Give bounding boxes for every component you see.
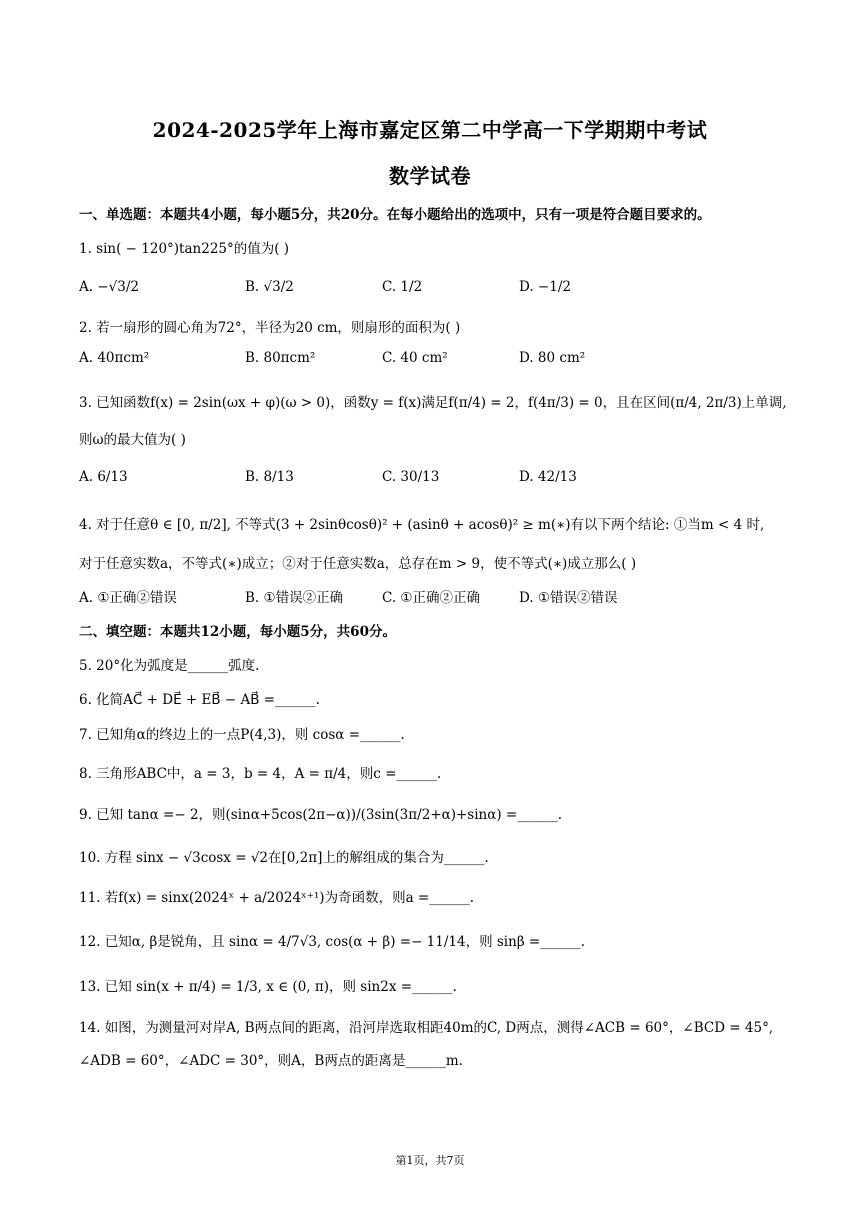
section-2-heading: 二、填空题：本题共12小题，每小题5分，共60分。 (79, 624, 396, 640)
question-8: 8. 三角形ABC中，a = 3，b = 4，A = π/4，则c =______. (79, 766, 442, 782)
option-d: D. 80 cm² (519, 350, 586, 366)
question-4-stem-cont: 对于任意实数a，不等式(∗)成立；②对于任意实数a，总存在m > 9，使不等式(∗)成立那么( ) (79, 556, 637, 572)
option-d: D. ①错误②错误 (519, 590, 618, 606)
question-5: 5. 20°化为弧度是______弧度. (79, 658, 260, 674)
option-b: B. 8/13 (245, 469, 294, 485)
question-1-options (79, 279, 799, 309)
question-2-options (79, 350, 799, 380)
question-4-options (79, 586, 799, 616)
question-4-stem: 4. 对于任意θ ∈ [0, π/2], 不等式(3 + 2sinθcosθ)² + (asinθ + acosθ)² ≥ m(∗)有以下两个结论: ①当m < 4 时, (79, 517, 765, 533)
question-12: 12. 已知α, β是锐角，且 sinα = 4/7√3, cos(α + β) =− 11/14，则 sinβ =______. (79, 934, 586, 950)
question-1-stem: 1. sin( − 120°)tan225°的值为( ) (79, 241, 290, 257)
exam-subtitle: 数学试卷 (389, 164, 471, 188)
option-b: B. 80πcm² (245, 350, 316, 366)
question-14-cont: ∠ADB = 60°，∠ADC = 30°，则A，B两点的距离是______m. (79, 1053, 463, 1069)
section-1-heading: 一、单选题：本题共4小题，每小题5分，共20分。在每小题给出的选项中，只有一项是符合题目要求的。 (79, 207, 711, 223)
question-2-stem: 2. 若一扇形的圆心角为72°，半径为20 cm，则扇形的面积为( ) (79, 320, 461, 336)
option-b: B. √3/2 (245, 279, 294, 295)
option-c: C. ①正确②正确 (382, 590, 481, 606)
option-a: A. 40πcm² (79, 350, 150, 366)
page-footer: 第1页，共7页 (395, 1154, 465, 1167)
question-6: 6. 化简AC⃗ + DE⃗ + EB⃗ − AB⃗ =______. (79, 692, 320, 708)
option-a: A. 6/13 (79, 469, 128, 485)
exam-title: 2024-2025学年上海市嘉定区第二中学高一下学期期中考试 (152, 118, 708, 142)
option-c: C. 30/13 (382, 469, 440, 485)
question-14: 14. 如图，为测量河对岸A, B两点间的距离，沿河岸选取相距40m的C, D两点，测得∠ACB = 60°，∠BCD = 45°, (79, 1020, 774, 1036)
question-3-stem: 3. 已知函数f(x) = 2sin(ωx + φ)(ω > 0)，函数y = f(x)满足f(π/4) = 2，f(4π/3) = 0，且在区间(π/4, 2π/3)上单调, (79, 395, 787, 411)
question-10: 10. 方程 sinx − √3cosx = √2在[0,2π]上的解组成的集合为______. (79, 850, 489, 866)
question-13: 13. 已知 sin(x + π/4) = 1/3, x ∈ (0, π)，则 sin2x =______. (79, 979, 457, 995)
option-b: B. ①错误②正确 (245, 590, 344, 606)
question-7: 7. 已知角α的终边上的一点P(4,3)，则 cosα =______. (79, 727, 405, 743)
option-d: D. −1/2 (519, 279, 571, 295)
question-11: 11. 若f(x) = sinx(2024ˣ + a/2024ˣ⁺¹)为奇函数，则a =______. (79, 890, 475, 906)
option-d: D. 42/13 (519, 469, 577, 485)
option-a: A. ①正确②错误 (79, 590, 177, 606)
question-3-stem-cont: 则ω的最大值为( ) (79, 432, 186, 448)
question-9: 9. 已知 tanα =− 2，则(sinα+5cos(2π−α))/(3sin(3π/2+α)+sinα) =______. (79, 807, 563, 823)
option-a: A. −√3/2 (79, 279, 139, 295)
option-c: C. 1/2 (382, 279, 423, 295)
question-3-options (79, 469, 799, 499)
option-c: C. 40 cm² (382, 350, 448, 366)
